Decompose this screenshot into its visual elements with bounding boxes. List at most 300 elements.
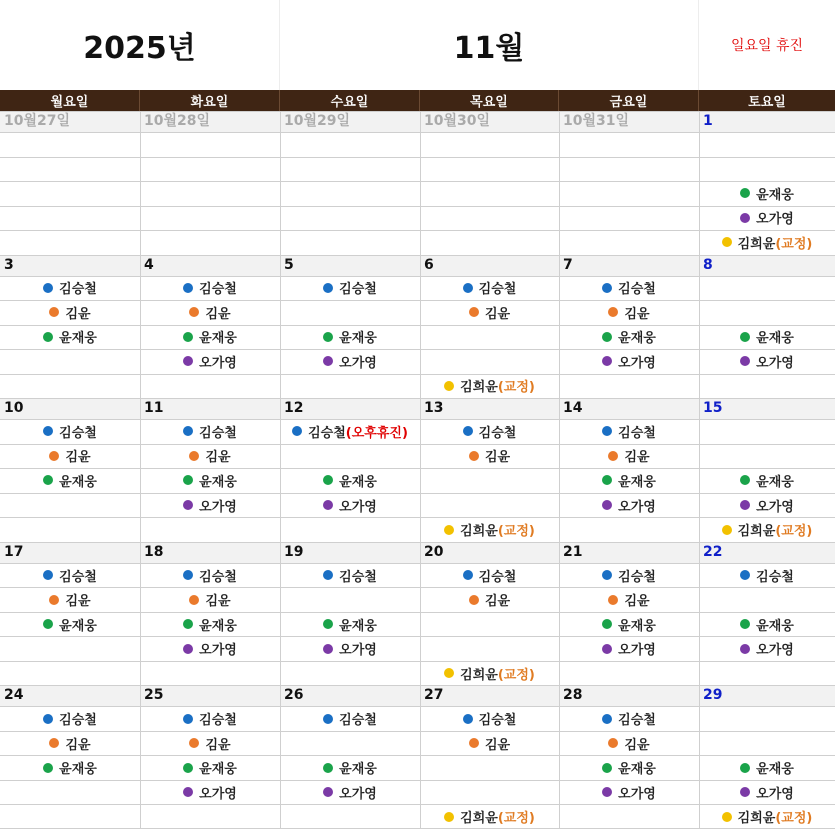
doctor-name: 오가영 (339, 643, 377, 659)
schedule-entry (140, 636, 280, 661)
weekday-fri: 금요일 (559, 90, 699, 111)
orange-dot-icon (49, 451, 59, 461)
orange-dot-icon (608, 307, 618, 317)
green-dot-icon (602, 619, 612, 629)
green-dot-icon (323, 332, 333, 342)
note-cell (699, 0, 835, 90)
orange-dot-icon (608, 451, 618, 461)
schedule-entry (280, 780, 420, 805)
orange-dot-icon (49, 595, 59, 605)
schedule-entry (140, 612, 280, 637)
doctor-name: 오가영 (199, 786, 237, 802)
green-dot-icon (602, 475, 612, 485)
day-number: 19 (284, 543, 304, 560)
doctor-name: 김승철 (618, 713, 656, 729)
weekday-mon: 월요일 (0, 90, 140, 111)
purple-dot-icon (602, 644, 612, 654)
purple-dot-icon (323, 356, 333, 366)
doctor-name: 김희윤 (737, 811, 776, 827)
schedule-entry (559, 563, 699, 588)
orthodontics-label: (교정) (497, 811, 535, 827)
schedule-entry (0, 300, 140, 325)
doctor-name: 오가영 (339, 786, 377, 802)
schedule-entry (559, 706, 699, 731)
doctor-name: 오가영 (618, 786, 656, 802)
schedule-entry (140, 300, 280, 325)
doctor-name: 윤재웅 (339, 331, 377, 347)
doctor-name: 오가영 (618, 643, 656, 659)
schedule-entry (699, 563, 835, 588)
blue-dot-icon (183, 283, 193, 293)
green-dot-icon (740, 332, 750, 342)
schedule-entry (280, 276, 420, 301)
schedule-entry (280, 349, 420, 374)
doctor-name: 김윤 (65, 594, 91, 610)
doctor-name: 김윤 (205, 450, 231, 466)
schedule-entry (0, 587, 140, 612)
blue-dot-icon (43, 714, 53, 724)
schedule-entry (0, 731, 140, 756)
schedule-entry (699, 468, 835, 493)
doctor-name: 김윤 (205, 594, 231, 610)
day-number: 20 (424, 543, 444, 560)
blue-dot-icon (183, 714, 193, 724)
column-divider (699, 111, 700, 829)
blue-dot-icon (463, 714, 473, 724)
month-cell (280, 0, 699, 90)
doctor-name: 김승철 (59, 569, 97, 585)
day-number: 8 (703, 256, 713, 273)
purple-dot-icon (183, 500, 193, 510)
schedule-entry (699, 755, 835, 780)
orange-dot-icon (49, 307, 59, 317)
blue-dot-icon (602, 283, 612, 293)
column-divider (559, 111, 560, 829)
green-dot-icon (323, 475, 333, 485)
orange-dot-icon (469, 738, 479, 748)
day-number: 29 (703, 687, 723, 704)
schedule-entry (280, 468, 420, 493)
schedule-entry (699, 325, 835, 350)
schedule-entry (140, 780, 280, 805)
orange-dot-icon (608, 595, 618, 605)
schedule-entry (699, 349, 835, 374)
doctor-name: 김승철 (199, 713, 237, 729)
orange-dot-icon (469, 307, 479, 317)
schedule-entry (140, 493, 280, 518)
day-number: 3 (4, 256, 14, 273)
schedule-entry (140, 349, 280, 374)
doctor-name: 김승철 (618, 425, 656, 441)
green-dot-icon (183, 332, 193, 342)
schedule-entry (420, 419, 559, 444)
day-number: 24 (4, 687, 24, 704)
blue-dot-icon (602, 714, 612, 724)
schedule-entry (0, 419, 140, 444)
schedule-entry (280, 706, 420, 731)
schedule-entry (0, 276, 140, 301)
blue-dot-icon (463, 426, 473, 436)
column-divider (420, 111, 421, 829)
doctor-name: 오가영 (199, 499, 237, 515)
orange-dot-icon (469, 451, 479, 461)
doctor-name: 김희윤 (737, 524, 776, 540)
schedule-entry (559, 636, 699, 661)
purple-dot-icon (183, 356, 193, 366)
green-dot-icon (740, 763, 750, 773)
green-dot-icon (183, 619, 193, 629)
blue-dot-icon (740, 570, 750, 580)
schedule-entry (0, 563, 140, 588)
doctor-name: 김윤 (205, 737, 231, 753)
schedule-entry (559, 493, 699, 518)
doctor-name: 김희윤 (460, 811, 498, 827)
green-dot-icon (323, 763, 333, 773)
doctor-name: 김승철 (59, 713, 97, 729)
schedule-entry (140, 755, 280, 780)
orthodontics-label: (교정) (775, 811, 813, 827)
schedule-entry (420, 661, 559, 686)
schedule-entry (0, 612, 140, 637)
weekday-header (0, 90, 835, 111)
green-dot-icon (43, 475, 53, 485)
doctor-name: 윤재웅 (756, 474, 794, 490)
doctor-name: 윤재웅 (339, 762, 377, 778)
green-dot-icon (183, 763, 193, 773)
slot-divider (0, 374, 835, 375)
day-number: 25 (144, 687, 164, 704)
doctor-name: 김희윤 (737, 236, 776, 252)
day-number: 17 (4, 543, 24, 560)
green-dot-icon (323, 619, 333, 629)
schedule-entry (140, 444, 280, 469)
doctor-name: 김윤 (624, 450, 650, 466)
green-dot-icon (43, 332, 53, 342)
blue-dot-icon (43, 426, 53, 436)
schedule-entry (699, 636, 835, 661)
doctor-name: 오가영 (756, 643, 794, 659)
blue-dot-icon (43, 283, 53, 293)
doctor-name: 윤재웅 (756, 762, 794, 778)
day-number: 10월30일 (424, 113, 491, 129)
doctor-name: 오가영 (618, 355, 656, 371)
schedule-entry (699, 493, 835, 518)
doctor-name: 김승철 (199, 282, 237, 298)
doctor-name: 윤재웅 (339, 618, 377, 634)
blue-dot-icon (602, 426, 612, 436)
blue-dot-icon (183, 426, 193, 436)
schedule-entry (420, 300, 559, 325)
doctor-name: 김윤 (65, 306, 91, 322)
orthodontics-label: (교정) (775, 524, 813, 540)
doctor-name: 오가영 (756, 355, 794, 371)
doctor-name: 윤재웅 (59, 762, 97, 778)
schedule-entry (559, 444, 699, 469)
yellow-dot-icon (444, 812, 454, 822)
doctor-name: 윤재웅 (618, 618, 656, 634)
blue-dot-icon (323, 570, 333, 580)
doctor-name: 윤재웅 (339, 474, 377, 490)
doctor-name: 김윤 (624, 737, 650, 753)
slot-divider (0, 157, 835, 158)
doctor-name: 윤재웅 (756, 618, 794, 634)
schedule-entry (140, 563, 280, 588)
purple-dot-icon (740, 356, 750, 366)
calendar-title-row (0, 0, 835, 90)
orthodontics-label: (교정) (497, 380, 535, 396)
schedule-entry (699, 804, 835, 829)
purple-dot-icon (602, 500, 612, 510)
schedule-entry (559, 349, 699, 374)
schedule-entry (559, 587, 699, 612)
orange-dot-icon (189, 595, 199, 605)
schedule-entry (140, 468, 280, 493)
yellow-dot-icon (444, 525, 454, 535)
schedule-entry (280, 755, 420, 780)
purple-dot-icon (183, 644, 193, 654)
schedule-entry (140, 731, 280, 756)
blue-dot-icon (602, 570, 612, 580)
day-number: 11 (144, 400, 164, 417)
day-number: 26 (284, 687, 304, 704)
purple-dot-icon (602, 356, 612, 366)
day-number: 10월28일 (144, 113, 211, 129)
orange-dot-icon (469, 595, 479, 605)
doctor-name: 윤재웅 (59, 474, 97, 490)
doctor-name: 김희윤 (460, 380, 498, 396)
weekday-tue: 화요일 (140, 90, 280, 111)
slot-divider (0, 132, 835, 133)
schedule-entry (420, 563, 559, 588)
purple-dot-icon (740, 213, 750, 223)
doctor-name: 김승철 (478, 425, 517, 441)
yellow-dot-icon (722, 525, 732, 535)
doctor-name: 김윤 (484, 450, 511, 466)
doctor-name: 오가영 (756, 499, 794, 515)
doctor-name: 김윤 (205, 306, 231, 322)
schedule-entry (559, 419, 699, 444)
doctor-name: 김승철 (478, 282, 517, 298)
schedule-entry (559, 468, 699, 493)
doctor-name: 김승철 (59, 282, 97, 298)
sunday-closed-note: 일요일 휴진 (730, 38, 804, 54)
schedule-entry (0, 444, 140, 469)
schedule-entry (559, 276, 699, 301)
doctor-name: 윤재웅 (618, 474, 656, 490)
weekday-wed: 수요일 (280, 90, 420, 111)
month-title: 11월 (453, 31, 525, 66)
doctor-name: 김승철 (339, 569, 377, 585)
doctor-name: 윤재웅 (199, 331, 237, 347)
doctor-name: 윤재웅 (199, 474, 237, 490)
schedule-entry (140, 325, 280, 350)
orange-dot-icon (189, 738, 199, 748)
orthodontics-label: (교정) (775, 236, 813, 252)
schedule-entry (140, 587, 280, 612)
purple-dot-icon (323, 644, 333, 654)
blue-dot-icon (463, 570, 473, 580)
day-number: 10월29일 (284, 113, 351, 129)
schedule-entry (559, 755, 699, 780)
schedule-entry (420, 731, 559, 756)
schedule-entry (420, 706, 559, 731)
yellow-dot-icon (722, 237, 732, 247)
blue-dot-icon (183, 570, 193, 580)
schedule-entry (559, 300, 699, 325)
doctor-name: 김희윤 (460, 667, 498, 683)
schedule-entry (420, 587, 559, 612)
purple-dot-icon (602, 787, 612, 797)
orange-dot-icon (189, 307, 199, 317)
schedule-entry (420, 374, 559, 399)
doctor-name: 김승철 (339, 713, 377, 729)
day-number: 27 (424, 687, 444, 704)
schedule-entry (420, 444, 559, 469)
orthodontics-label: (교정) (497, 524, 535, 540)
slot-divider (0, 661, 835, 662)
blue-dot-icon (43, 570, 53, 580)
blue-dot-icon (323, 283, 333, 293)
column-divider (280, 111, 281, 829)
doctor-name: 오가영 (756, 786, 794, 802)
green-dot-icon (602, 763, 612, 773)
green-dot-icon (43, 619, 53, 629)
schedule-entry (280, 612, 420, 637)
schedule-entry (420, 276, 559, 301)
purple-dot-icon (740, 787, 750, 797)
weekday-sat: 토요일 (748, 95, 786, 110)
doctor-name: 김승철 (618, 282, 656, 298)
doctor-name: 김윤 (484, 737, 511, 753)
doctor-name: 김승철 (199, 425, 237, 441)
day-number: 14 (563, 400, 583, 417)
doctor-name: 김승철 (618, 569, 656, 585)
schedule-entry (559, 612, 699, 637)
doctor-name: 김승철 (199, 569, 237, 585)
year-title: 2025년 (83, 31, 196, 66)
blue-dot-icon (292, 426, 302, 436)
day-number: 22 (703, 543, 723, 560)
purple-dot-icon (183, 787, 193, 797)
doctor-name: 오가영 (339, 499, 377, 515)
schedule-entry (699, 517, 835, 542)
weekday-thu: 목요일 (420, 90, 559, 111)
doctor-name: 오가영 (756, 212, 794, 228)
day-number: 18 (144, 543, 164, 560)
orange-dot-icon (189, 451, 199, 461)
schedule-entry (699, 181, 835, 206)
schedule-entry (420, 517, 559, 542)
doctor-name: 윤재웅 (59, 618, 97, 634)
day-number: 13 (424, 400, 444, 417)
doctor-name: 김윤 (65, 737, 91, 753)
doctor-name: 오가영 (199, 355, 237, 371)
schedule-entry (0, 325, 140, 350)
doctor-name: 김윤 (624, 594, 650, 610)
orange-dot-icon (49, 738, 59, 748)
schedule-entry (140, 706, 280, 731)
schedule-entry (559, 325, 699, 350)
column-divider (140, 111, 141, 829)
schedule-entry (420, 804, 559, 829)
doctor-name: 김윤 (484, 306, 511, 322)
green-dot-icon (740, 188, 750, 198)
day-number: 10월31일 (563, 113, 630, 129)
blue-dot-icon (323, 714, 333, 724)
day-number: 4 (144, 256, 154, 273)
doctor-name: 오가영 (339, 355, 377, 371)
green-dot-icon (183, 475, 193, 485)
schedule-entry (280, 636, 420, 661)
doctor-name: 김승철 (308, 425, 346, 441)
schedule-entry (559, 780, 699, 805)
schedule-entry (140, 276, 280, 301)
schedule-entry (0, 755, 140, 780)
doctor-name: 김윤 (65, 450, 91, 466)
schedule-entry (280, 419, 420, 444)
schedule-entry (699, 780, 835, 805)
green-dot-icon (602, 332, 612, 342)
purple-dot-icon (740, 644, 750, 654)
year-cell (0, 0, 280, 90)
green-dot-icon (740, 475, 750, 485)
schedule-entry (280, 493, 420, 518)
day-number: 5 (284, 256, 294, 273)
orange-dot-icon (608, 738, 618, 748)
green-dot-icon (740, 619, 750, 629)
day-number: 7 (563, 256, 573, 273)
schedule-entry (140, 419, 280, 444)
doctor-name: 김승철 (478, 713, 517, 729)
yellow-dot-icon (722, 812, 732, 822)
schedule-entry (280, 563, 420, 588)
schedule-entry (0, 468, 140, 493)
doctor-name: 김윤 (624, 306, 650, 322)
doctor-name: 김승철 (59, 425, 97, 441)
green-dot-icon (43, 763, 53, 773)
doctor-name: 오가영 (199, 643, 237, 659)
doctor-name: 윤재웅 (618, 762, 656, 778)
orthodontics-label: (교정) (497, 667, 535, 683)
doctor-name: 김윤 (484, 594, 511, 610)
schedule-entry (559, 731, 699, 756)
doctor-name: 윤재웅 (59, 331, 97, 347)
doctor-name: 김승철 (478, 569, 517, 585)
day-number: 10 (4, 400, 24, 417)
day-number: 28 (563, 687, 583, 704)
doctor-name: 김승철 (756, 569, 794, 585)
blue-dot-icon (463, 283, 473, 293)
doctor-name: 윤재웅 (756, 187, 794, 203)
doctor-name: 윤재웅 (199, 762, 237, 778)
doctor-name: 오가영 (618, 499, 656, 515)
yellow-dot-icon (444, 381, 454, 391)
schedule-entry (699, 230, 835, 255)
purple-dot-icon (740, 500, 750, 510)
schedule-entry (0, 706, 140, 731)
schedule-entry (280, 325, 420, 350)
doctor-name: 윤재웅 (199, 618, 237, 634)
doctor-name: 김승철 (339, 282, 377, 298)
purple-dot-icon (323, 500, 333, 510)
day-number: 6 (424, 256, 434, 273)
doctor-name: 윤재웅 (756, 331, 794, 347)
day-number: 10월27일 (4, 113, 71, 129)
schedule-entry (699, 612, 835, 637)
yellow-dot-icon (444, 668, 454, 678)
schedule-entry (699, 206, 835, 231)
afternoon-off-label: (오후휴진) (345, 425, 408, 441)
